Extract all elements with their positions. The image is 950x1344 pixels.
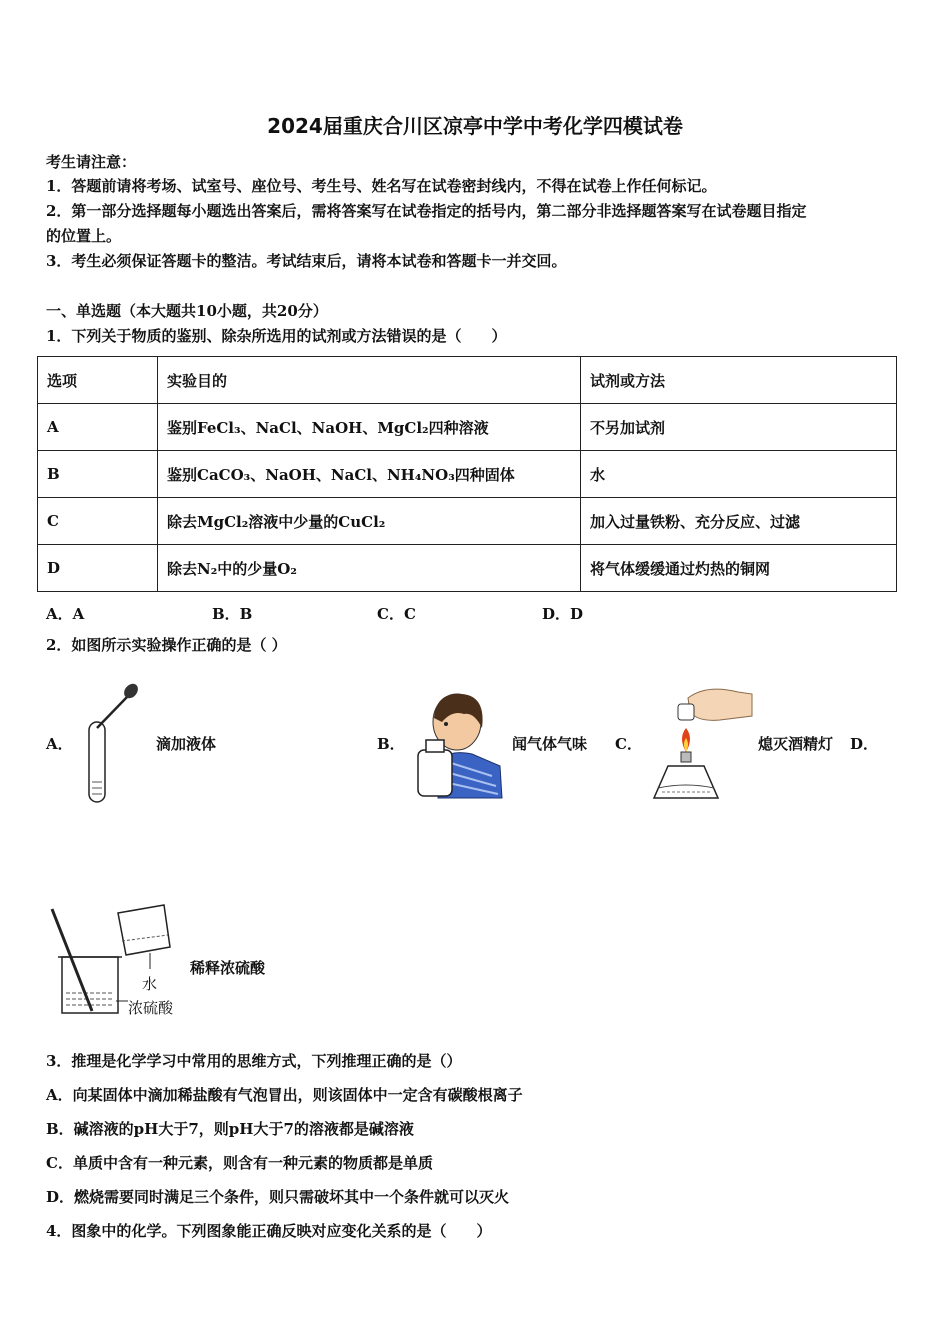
q2-stem: 2．如图所示实验操作正确的是（ ） <box>46 636 287 654</box>
table-header-row <box>38 357 897 404</box>
table-cell-goal: 鉴别FeCl₃、NaCl、NaOH、MgCl₂四种溶液 <box>158 404 581 451</box>
q2-caption-a: 滴加液体 <box>156 735 217 753</box>
table-cell-method: 水 <box>581 451 897 498</box>
notice-item: 的位置上。 <box>46 227 122 245</box>
notice-heading: 考生请注意： <box>46 153 137 171</box>
table-row <box>38 404 897 451</box>
notice-item: 3．考生必须保证答题卡的整洁。考试结束后，请将本试卷和答题卡一并交回。 <box>46 252 567 270</box>
table-header-cell: 实验目的 <box>158 357 581 404</box>
q2-label-b[interactable]: B． <box>377 735 405 753</box>
q3-option-b[interactable]: B．碱溶液的pH大于7，则pH大于7的溶液都是碱溶液 <box>46 1120 414 1138</box>
table-cell-goal: 鉴别CaCO₃、NaOH、NaCl、NH₄NO₃四种固体 <box>158 451 581 498</box>
q3-option-a[interactable]: A．向某固体中滴加稀盐酸有气泡冒出，则该固体中一定含有碳酸根离子 <box>46 1086 523 1104</box>
q2-label-a[interactable]: A． <box>46 735 73 753</box>
q1-option-c[interactable]: C．C <box>377 605 416 623</box>
table-cell-goal: 除去N₂中的少量O₂ <box>158 545 581 592</box>
fig-label-water: 水 <box>142 975 158 993</box>
q2-label-d[interactable]: D． <box>850 735 879 753</box>
notice-item: 2．第一部分选择题每小题选出答案后，需将答案写在试卷指定的括号内，第二部分非选择题答案写在试卷题目指定 <box>46 202 807 220</box>
table-cell-option: D <box>38 545 158 592</box>
table-cell-option: A <box>38 404 158 451</box>
q3-stem: 3．推理是化学学习中常用的思维方式，下列推理正确的是（） <box>46 1052 462 1070</box>
section-heading: 一、单选题（本大题共10小题，共20分） <box>46 302 328 320</box>
table-cell-option: B <box>38 451 158 498</box>
q3-option-d[interactable]: D．燃烧需要同时满足三个条件，则只需破坏其中一个条件就可以灭火 <box>46 1188 510 1206</box>
q2-caption-b: 闻气体气味 <box>512 735 588 753</box>
table-row <box>38 498 897 545</box>
table-cell-option: C <box>38 498 158 545</box>
table-cell-goal: 除去MgCl₂溶液中少量的CuCl₂ <box>158 498 581 545</box>
table-row <box>38 545 897 592</box>
q4-stem: 4．图象中的化学。下列图象能正确反映对应变化关系的是（ ） <box>46 1222 492 1240</box>
q1-table <box>37 356 897 592</box>
page-title: 2024届重庆合川区凉亭中学中考化学四模试卷 <box>267 114 683 138</box>
alcohol-lamp-figure <box>648 682 754 806</box>
smelling-gas-figure <box>412 688 504 800</box>
q2-caption-d: 稀释浓硫酸 <box>190 959 266 977</box>
q3-option-c[interactable]: C．单质中含有一种元素，则含有一种元素的物质都是单质 <box>46 1154 433 1172</box>
table-header-cell: 试剂或方法 <box>581 357 897 404</box>
dilute-acid-figure <box>46 905 186 1017</box>
table-cell-method: 将气体缓缓通过灼热的铜网 <box>581 545 897 592</box>
q1-option-a[interactable]: A．A <box>46 605 85 623</box>
q2-label-c[interactable]: C． <box>615 735 642 753</box>
notice-item: 1．答题前请将考场、试室号、座位号、考生号、姓名写在试卷密封线内，不得在试卷上作任何标记。 <box>46 177 717 195</box>
dropper-test-tube-figure <box>80 682 145 806</box>
table-cell-method: 加入过量铁粉、充分反应、过滤 <box>581 498 897 545</box>
q2-caption-c: 熄灭酒精灯 <box>758 735 834 753</box>
q1-option-d[interactable]: D．D <box>542 605 584 623</box>
table-row <box>38 451 897 498</box>
q1-option-b[interactable]: B．B <box>212 605 253 623</box>
q1-stem: 1．下列关于物质的鉴别、除杂所选用的试剂或方法错误的是（ ） <box>46 327 507 345</box>
fig-label-acid: 浓硫酸 <box>128 999 174 1017</box>
table-header-cell: 选项 <box>38 357 158 404</box>
table-cell-method: 不另加试剂 <box>581 404 897 451</box>
